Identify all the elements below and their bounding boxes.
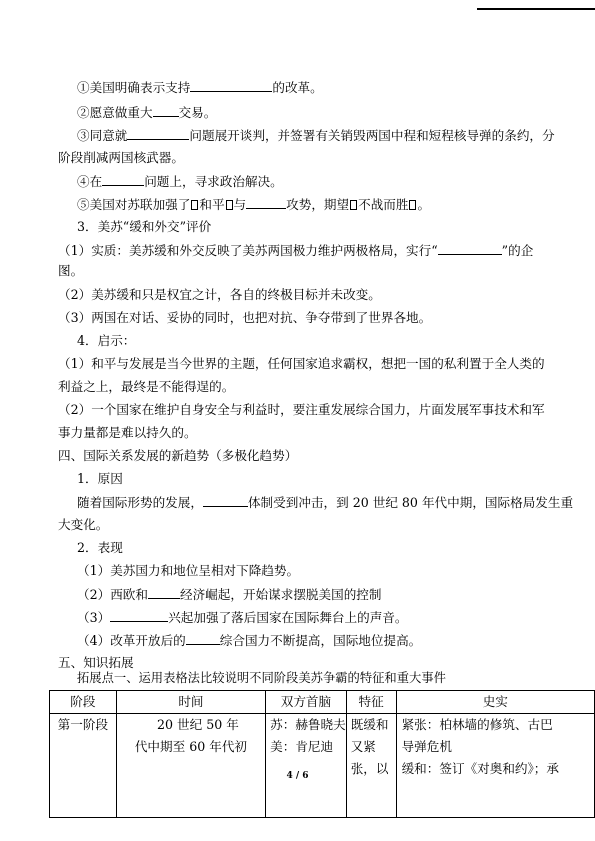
blank[interactable] [102, 173, 144, 186]
q3-continuation: 阶段削减两国核武器。 [58, 150, 184, 165]
s3-p1: （1）实质：美苏缓和外交反映了美苏两国极力维护两极格局，实行“ ”的企 [58, 243, 534, 258]
q4-line: ④在 问题上，寻求政治解决。 [77, 174, 283, 189]
s4-p1: （1）和平与发展是当今世界的主题，任何国家追求霸权，想把一国的私利置于全人类的 [58, 356, 545, 371]
s4-p1-cont: 利益之上，最终是不能得逞的。 [58, 379, 235, 394]
table-row [50, 714, 595, 818]
q5-line: ⑤美国对苏联加强了 和平 与 攻势，期望 不战而胜 。 [77, 197, 431, 212]
comparison-table [49, 690, 595, 818]
placeholder-box-icon [409, 200, 416, 210]
placeholder-box-icon [350, 200, 357, 210]
q3-line: ③同意就 问题展开谈判，并签署有关销毁两国中程和短程核导弹的条约，分 [77, 128, 555, 143]
blank[interactable] [438, 242, 502, 255]
s3-p1-cont: 图。 [58, 263, 84, 278]
page-number: 4 / 6 [286, 771, 309, 781]
blank[interactable] [110, 609, 168, 622]
performance-title: 2．表现 [77, 540, 123, 555]
reason-cont: 大变化。 [58, 517, 109, 532]
stage-cell: 第一阶段 [50, 714, 117, 818]
header-cell: 双方首脑 [266, 691, 347, 714]
s4-p2: （2）一个国家在维护自身安全与利益时，要注重发展综合国力，片面发展军事技术和军 [58, 402, 545, 417]
placeholder-box-icon [226, 200, 233, 210]
blank[interactable] [190, 79, 272, 92]
s3-p3: （3）两国在对话、妥协的同时，也把对抗、争夺带到了世界各地。 [58, 310, 432, 325]
perf-p3: （3） 兴起加强了落后国家在国际舞台上的声音。 [77, 610, 408, 625]
s3-p2: （2）美苏缓和只是权宜之计，各自的终极目标并未改变。 [58, 287, 381, 302]
header-cell: 史实 [396, 691, 594, 714]
perf-p4: （4）改革开放后的 综合国力不断提高，国际地位提高。 [77, 633, 422, 648]
section-five-heading: 五、知识拓展 [58, 655, 134, 670]
perf-p1: （1）美苏国力和地位呈相对下降趋势。 [77, 563, 300, 578]
blank[interactable] [246, 196, 286, 209]
feature-cell: 既缓和 又紧 张，以 [346, 714, 396, 818]
blank[interactable] [153, 104, 179, 117]
section-four-heading: 四、国际关系发展的新趋势（多极化趋势） [58, 448, 298, 463]
header-cell: 阶段 [50, 691, 117, 714]
reason-line: 随着国际形势的发展， 体制受到冲击，到 20 世纪 80 年代中期，国际格局发生重 [77, 495, 574, 510]
table-header-row [50, 691, 595, 714]
blank[interactable] [148, 586, 180, 599]
header-cell: 时间 [116, 691, 265, 714]
leaders-cell: 苏：赫鲁晓夫 美：肯尼迪 [266, 714, 347, 818]
blank[interactable] [186, 632, 220, 645]
header-cell: 特征 [346, 691, 396, 714]
placeholder-box-icon [191, 200, 198, 210]
q1-line: ①美国明确表示支持 的改革。 [77, 80, 323, 95]
s4-p2-cont: 事力量都是难以持久的。 [58, 425, 197, 440]
section-3-title: 3．美苏“缓和外交”评价 [77, 219, 212, 234]
time-cell: 20 世纪 50 年 代中期至 60 年代初 [116, 714, 265, 818]
perf-p2: （2）西欧和 经济崛起，开始谋求摆脱美国的控制 [77, 587, 382, 602]
facts-cell: 紧张：柏林墙的修筑、古巴 导弹危机 缓和：签订《对奥和约》；承 [396, 714, 594, 818]
section-five-subheading: 拓展点一、运用表格法比较说明不同阶段美苏争霸的特征和重大事件 [77, 671, 446, 685]
blank[interactable] [127, 127, 189, 140]
section-4-title: 4．启示： [77, 333, 136, 348]
reason-title: 1．原因 [77, 471, 123, 486]
blank[interactable] [203, 494, 248, 507]
q2-line: ②愿意做重大 交易。 [77, 105, 217, 120]
header-rule [477, 8, 595, 10]
